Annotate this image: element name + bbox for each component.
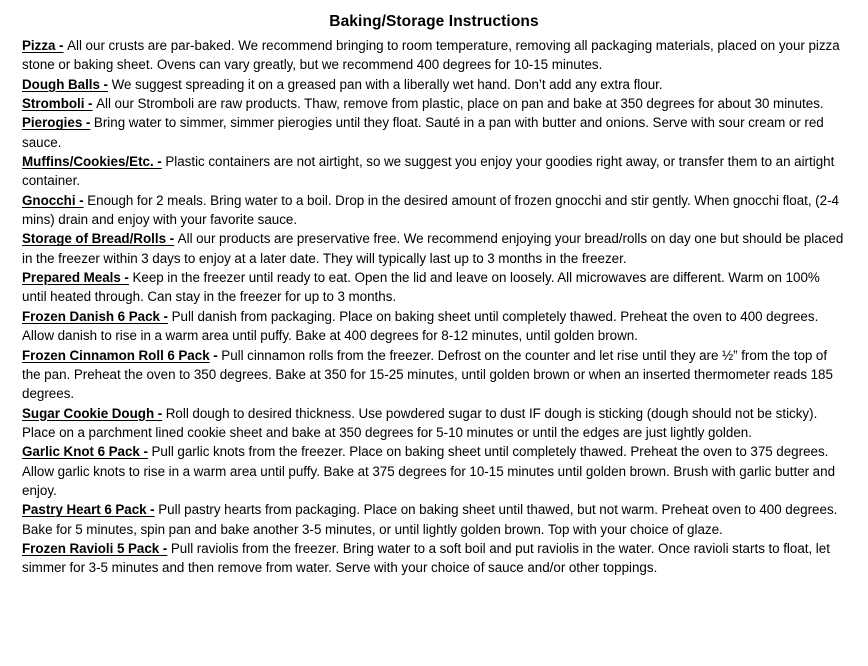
instruction-entry — [22, 346, 845, 404]
entry-term: Pizza - — [22, 38, 64, 53]
instruction-entry — [22, 268, 845, 307]
entry-separator: - — [209, 347, 222, 363]
entry-term: Pastry Heart 6 Pack - — [22, 502, 155, 518]
entry-term: Muffins/Cookies/Etc. - — [22, 154, 162, 170]
entry-term: Stromboli - — [22, 96, 93, 112]
entry-body: Pull cinnamon rolls from the freezer. Defrost on the counter and let rise until they are ½” from the top of the pan. Preheat the oven to 350 degrees. Bake at 350 for 15-25 minutes, until golden brown or when an inserted thermometer reads 185 degrees. — [22, 347, 833, 402]
entry-body: Pull danish from packaging. Place on baking sheet until completely thawed. Preheat the oven to 400 degrees. Allow danish to rise in a warm area until puffy. Bake at 400 degrees for 8-12 minutes, until golden brown. — [22, 308, 819, 344]
instruction-entry — [22, 75, 845, 94]
instruction-entry — [22, 404, 845, 443]
entry-term: Pierogies - — [22, 115, 91, 131]
entry-body: We suggest spreading it on a greased pan with a liberally wet hand. Don’t add any extra flour. — [111, 76, 663, 92]
entry-term: Frozen Cinnamon Roll 6 Pack — [22, 347, 210, 363]
entry-term: Frozen Ravioli 5 Pack - — [22, 540, 168, 556]
entry-term: Frozen Danish 6 Pack - — [22, 308, 168, 324]
instruction-entry — [22, 152, 845, 191]
instruction-entry — [22, 442, 845, 500]
instruction-entry — [22, 94, 845, 113]
entry-body: All our Stromboli are raw products. Thaw, remove from plastic, place on pan and bake at 350 degrees for about 30 minutes. — [96, 96, 824, 112]
entry-term: Sugar Cookie Dough - — [22, 405, 163, 421]
entry-term: Storage of Bread/Rolls - — [22, 231, 175, 247]
instruction-entry — [22, 36, 845, 75]
entry-term: Gnocchi - — [22, 192, 84, 208]
page-title: Baking/Storage Instructions — [329, 13, 539, 30]
entry-body: Pull pastry hearts from packaging. Place on baking sheet until thawed, but not warm. Preheat oven to 400 degrees. Bake for 5 minutes, spin pan and bake another 3-5 minutes, or until lightly golden brown. Top with your choice of glaze. — [22, 502, 838, 537]
entry-term: Dough Balls - — [22, 76, 108, 92]
entry-body: Keep in the freezer until ready to eat. Open the lid and leave on loosely. All microwaves are different. Warm on 100% until heated through. Can stay in the freezer for up to 3 months. — [22, 270, 820, 305]
instructions-list — [0, 36, 868, 578]
instruction-entry — [22, 229, 845, 268]
entry-body: All our products are preservative free. We recommend enjoying your bread/rolls on day one but should be placed in the freezer within 3 days to enjoy at a later date. They will typically last up to 3 months in the freezer. — [22, 231, 844, 266]
entry-term: Prepared Meals - — [22, 270, 129, 286]
instruction-entry — [22, 500, 845, 539]
instruction-entry — [22, 307, 845, 346]
entry-body: Enough for 2 meals. Bring water to a boil. Drop in the desired amount of frozen gnocchi and stir gently. When gnocchi float, (2-4 mins) drain and enjoy with your favorite sauce. — [22, 192, 839, 228]
instruction-entry — [22, 539, 845, 578]
entry-body: Plastic containers are not airtight, so we suggest you enjoy your goodies right away, or transfer them to an airtight container. — [22, 154, 835, 189]
instruction-entry — [22, 191, 845, 230]
entry-body: Pull garlic knots from the freezer. Place on baking sheet until completely thawed. Preheat the oven to 375 degrees. Allow garlic knots to rise in a warm area until puffy. Bake at 375 degrees for 10-15 minutes until golden brown. Brush with garlic butter and enjoy. — [22, 444, 836, 498]
entry-body: Bring water to simmer, simmer pierogies until they float. Sauté in a pan with butter and onions. Serve with sour cream or red sauce. — [22, 115, 824, 150]
entry-term: Garlic Knot 6 Pack - — [22, 444, 148, 460]
instruction-entry — [22, 113, 845, 152]
entry-body: Roll dough to desired thickness. Use powdered sugar to dust IF dough is sticking (dough should not be sticky). Place on a parchment lined cookie sheet and bake at 350 degrees for 5-10 minutes or until the edges are just lightly golden. — [22, 405, 818, 440]
entry-body: Pull raviolis from the freezer. Bring water to a soft boil and put raviolis in the water. Once ravioli starts to float, let simmer for 3-5 minutes and then remove from water. Serve with your choice of sauce and/or other toppings. — [22, 540, 830, 576]
entry-body: All our crusts are par-baked. We recommend bringing to room temperature, removing all packaging materials, placed on your pizza stone or baking sheet. Ovens can vary greatly, but we recommend 400 degrees for 10-15 minutes. — [22, 38, 840, 73]
